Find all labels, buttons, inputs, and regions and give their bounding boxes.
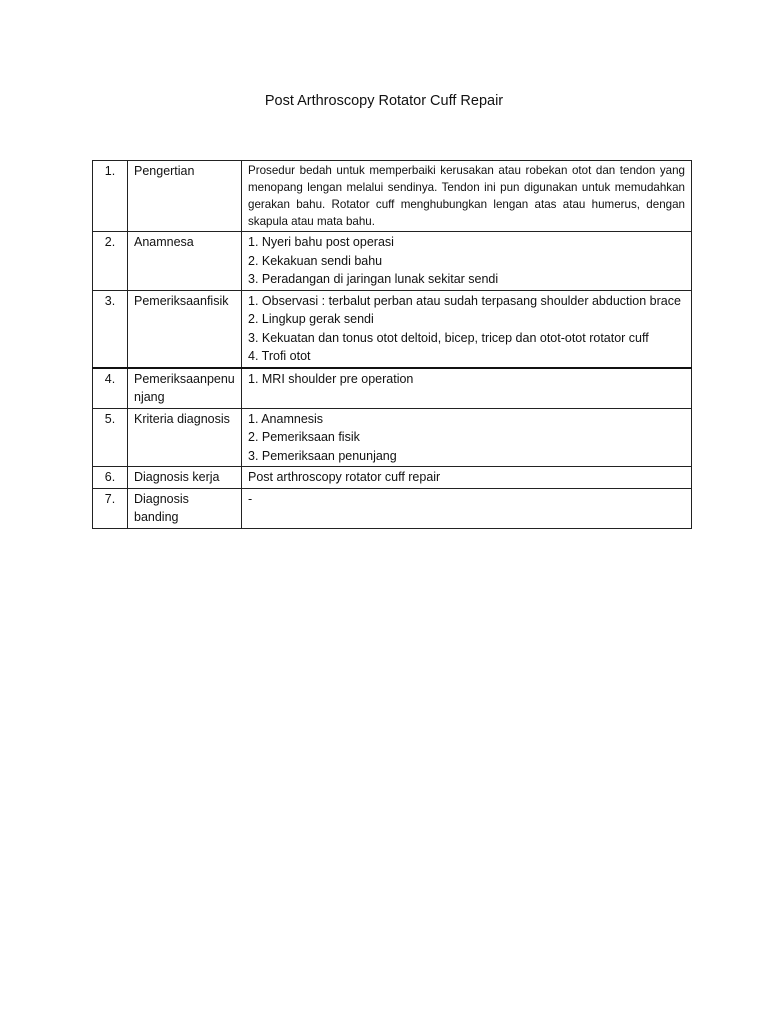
- row-heading: Diagnosis banding: [128, 488, 242, 528]
- row-content: [242, 488, 692, 528]
- table-row: [93, 467, 692, 489]
- row-number: 6.: [93, 467, 128, 489]
- content-item: 1. Observasi : terbalut perban atau sudah terpasang shoulder abduction brace: [248, 293, 681, 308]
- row-heading: Diagnosis kerja: [128, 467, 242, 489]
- content-item: 3. Kekuatan dan tonus otot deltoid, bicep, tricep dan otot-otot rotator cuff: [248, 330, 649, 345]
- content-item: 2. Kekakuan sendi bahu: [248, 253, 383, 268]
- table-row: [93, 368, 692, 409]
- row-content: [242, 408, 692, 467]
- row-content: [242, 161, 692, 232]
- content-item: 4. Trofi otot: [248, 349, 311, 363]
- row-heading: Anamnesa: [128, 232, 242, 291]
- content-item: Post arthroscopy rotator cuff repair: [248, 470, 441, 484]
- content-item: 3. Pemeriksaan penunjang: [248, 448, 397, 463]
- content-item: 3. Peradangan di jaringan lunak sekitar sendi: [248, 272, 499, 286]
- table-row: [93, 161, 692, 232]
- row-heading: Pemeriksaanpenunjang: [128, 368, 242, 409]
- row-content: [242, 232, 692, 291]
- content-item: 1. MRI shoulder pre operation: [248, 371, 414, 386]
- row-heading: Pengertian: [128, 161, 242, 232]
- content-paragraph: Prosedur bedah untuk memperbaiki kerusakan atau robekan otot dan tendon yang menopang lengan melalui sendinya. Tendon ini pun digunakan untuk memudahkan gerakan bahu. Rotator cuff menghubungkan lengan atas atau humerus, dengan skapula atau mata bahu.: [248, 164, 685, 228]
- row-content: [242, 290, 692, 368]
- row-number: 5.: [93, 408, 128, 467]
- table-row: [93, 232, 692, 291]
- row-heading: Kriteria diagnosis: [128, 408, 242, 467]
- row-number: 7.: [93, 488, 128, 528]
- content-item: 1. Anamnesis: [248, 411, 324, 426]
- table-row: [93, 488, 692, 528]
- content-item: -: [248, 491, 253, 506]
- row-number: 4.: [93, 368, 128, 409]
- row-content: [242, 467, 692, 489]
- content-item: 2. Lingkup gerak sendi: [248, 312, 374, 326]
- row-number: 3.: [93, 290, 128, 368]
- row-content: [242, 368, 692, 409]
- row-number: 2.: [93, 232, 128, 291]
- row-heading: Pemeriksaanfisik: [128, 290, 242, 368]
- table-row: [93, 408, 692, 467]
- procedure-table: [92, 160, 692, 529]
- content-item: 1. Nyeri bahu post operasi: [248, 235, 394, 249]
- content-item: 2. Pemeriksaan fisik: [248, 430, 360, 444]
- table-row: [93, 290, 692, 368]
- row-number: 1.: [93, 161, 128, 232]
- document-title: Post Arthroscopy Rotator Cuff Repair: [264, 93, 504, 109]
